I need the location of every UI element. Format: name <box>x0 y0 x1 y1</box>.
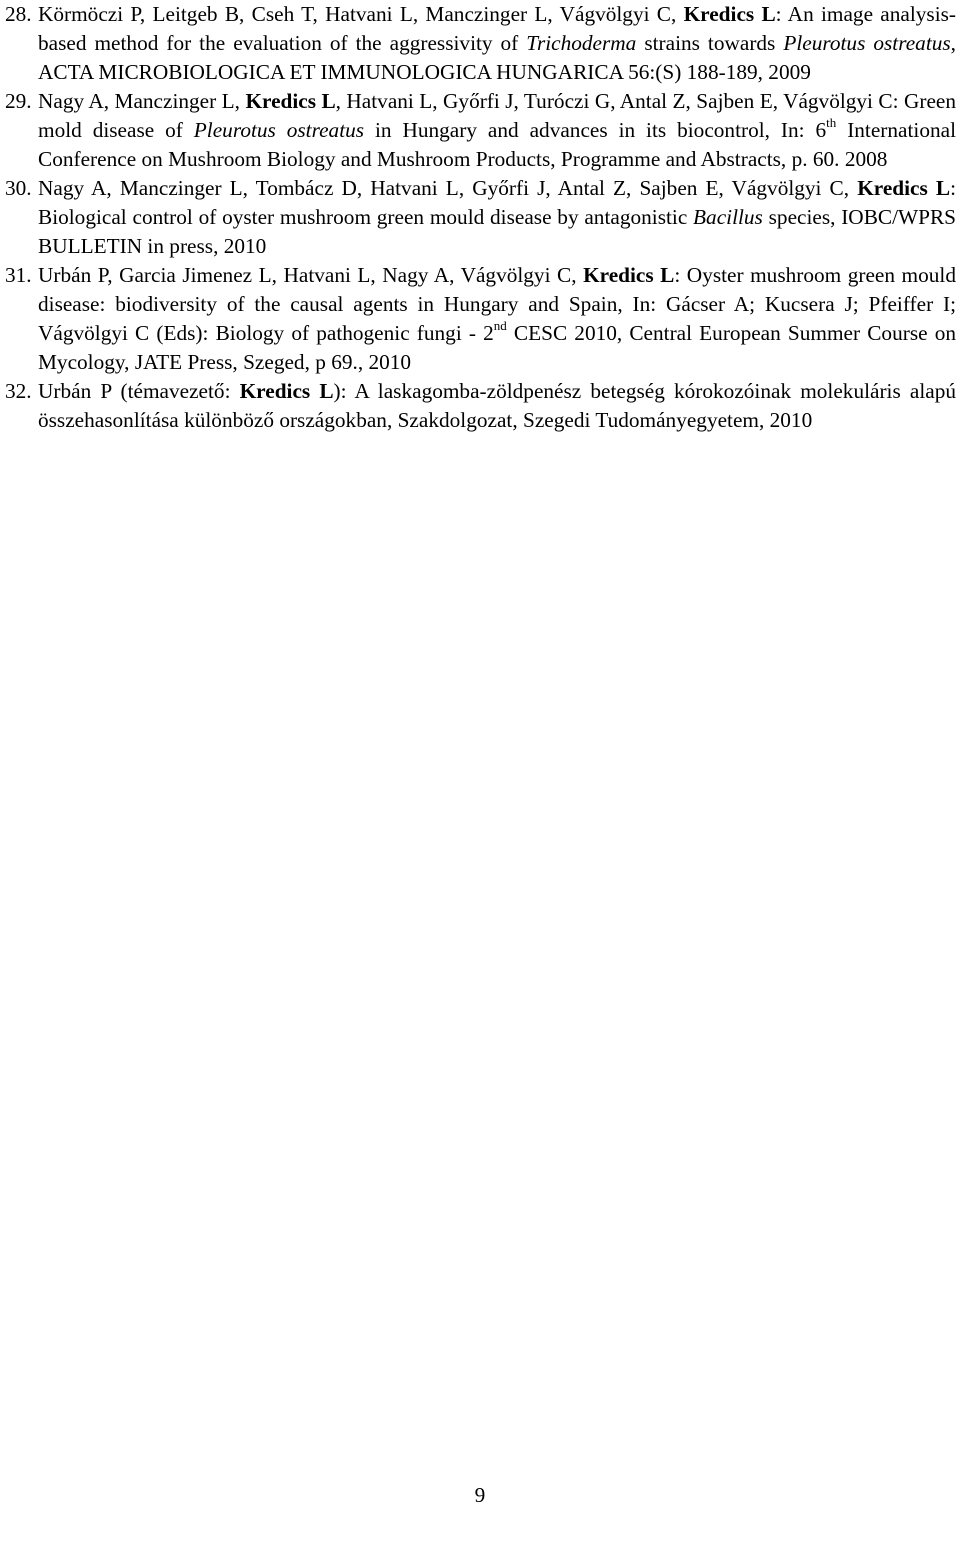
reference-number: 32. <box>5 379 32 403</box>
reference-list <box>5 0 956 435</box>
reference-italic-term: Trichoderma <box>526 31 637 55</box>
reference-item <box>5 377 956 435</box>
reference-text: CESC 2010, Central European Summer Course on Mycology, JATE Press, Szeged, p 69., 2010 <box>38 321 956 374</box>
reference-item <box>5 174 956 261</box>
reference-text: Körmöczi P, Leitgeb B, Cseh T, Hatvani L, Manczinger L, Vágvölgyi C, <box>38 2 684 26</box>
reference-number: 29. <box>5 89 32 113</box>
reference-text: Urbán P, Garcia Jimenez L, Hatvani L, Nagy A, Vágvölgyi C, <box>38 263 584 287</box>
reference-item <box>5 0 956 87</box>
reference-number: 30. <box>5 176 32 200</box>
reference-text: strains towards <box>636 31 784 55</box>
reference-text: International Conference on Mushroom Biology and Mushroom Products, Programme and Abstracts, p. 60. 2008 <box>38 118 956 171</box>
reference-number: 31. <box>5 263 32 287</box>
reference-highlighted-author: Kredics L <box>245 89 336 113</box>
reference-text: Nagy A, Manczinger L, <box>38 89 246 113</box>
reference-text: : Biological control of oyster mushroom green mould disease by antagonistic <box>38 176 956 229</box>
reference-text: , Hatvani L, Győrfi J, Turóczi G, Antal Z, Sajben E, Vágvölgyi C: Green mold disease of <box>38 89 956 142</box>
reference-italic-term: Pleurotus ostreatus <box>193 118 365 142</box>
reference-item <box>5 87 956 174</box>
reference-highlighted-author: Kredics L <box>583 263 675 287</box>
reference-italic-term: Pleurotus ostreatus <box>783 31 951 55</box>
reference-italic-term: Bacillus <box>693 205 763 229</box>
reference-item <box>5 261 956 377</box>
reference-text: species, IOBC/WPRS BULLETIN in press, 2010 <box>38 205 957 258</box>
reference-highlighted-author: Kredics L <box>239 379 334 403</box>
reference-highlighted-author: Kredics L <box>857 176 951 200</box>
reference-superscript: nd <box>493 317 507 333</box>
page-number: 9 <box>474 1483 486 1507</box>
reference-text: Urbán P (témavezető: <box>38 379 240 403</box>
reference-text: in Hungary and advances in its biocontrol, In: 6 <box>364 118 827 142</box>
reference-text: Nagy A, Manczinger L, Tombácz D, Hatvani L, Győrfi J, Antal Z, Sajben E, Vágvölgyi C, <box>38 176 858 200</box>
reference-text: : An image analysis-based method for the evaluation of the aggressivity of <box>38 2 956 55</box>
reference-number: 28. <box>5 2 32 26</box>
reference-text: , ACTA MICROBIOLOGICA ET IMMUNOLOGICA HUNGARICA 56:(S) 188-189, 2009 <box>38 31 956 84</box>
reference-text: ): A laskagomba-zöldpenész betegség kórokozóinak molekuláris alapú összehasonlítása különböző országokban, Szakdolgozat, Szegedi Tudományegyetem, 2010 <box>38 379 956 432</box>
reference-text: : Oyster mushroom green mould disease: biodiversity of the causal agents in Hungary and Spain, In: Gácser A; Kucsera J; Pfeiffer I; Vágvölgyi C (Eds): Biology of pathogenic fungi - 2 <box>38 263 956 345</box>
reference-highlighted-author: Kredics L <box>683 2 776 26</box>
reference-superscript: th <box>826 114 837 130</box>
